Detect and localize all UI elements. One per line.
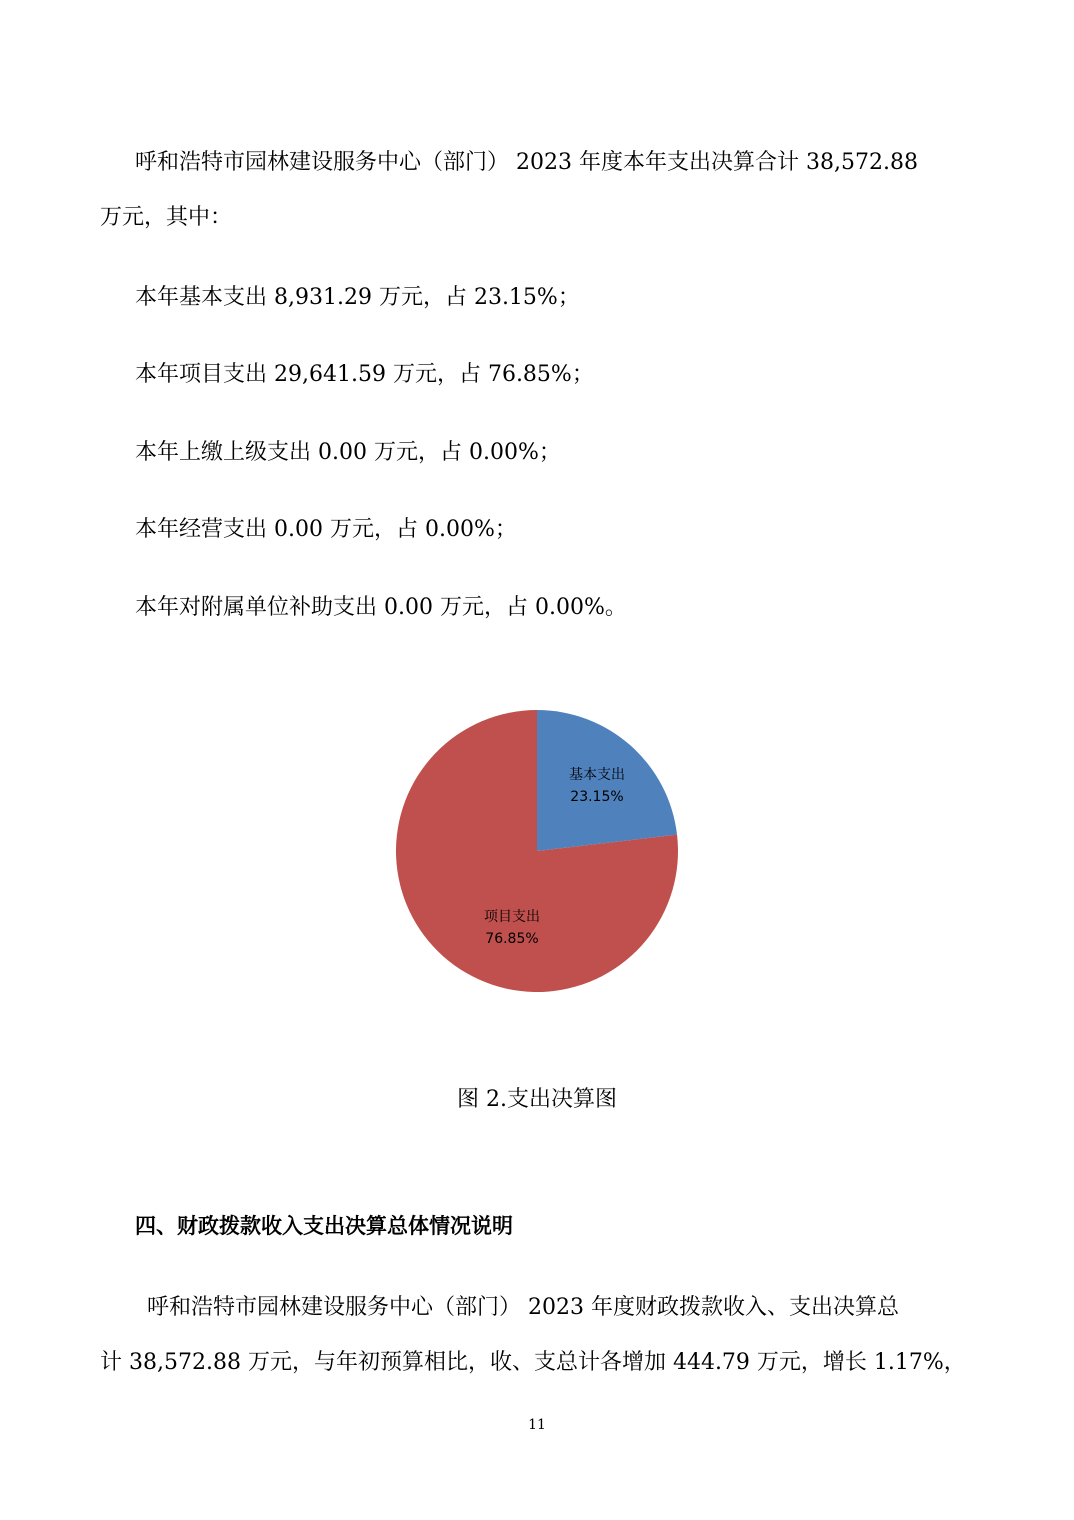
figure-caption: 图 2.支出决算图 [457,1087,617,1112]
pie-label-name: 项目支出 [484,909,540,925]
pie-label-name: 基本支出 [569,767,625,783]
paragraph-1-line-2: 万元，其中： [100,205,233,230]
page-number: 11 [528,1417,546,1433]
expense-item-basic: 本年基本支出 8,931.29 万元，占 23.15%； [135,285,580,310]
paragraph-2-line-2: 计 38,572.88 万元，与年初预算相比，收、支总计各增加 444.79 万元，增长 1.17%， [100,1350,966,1375]
expense-item-project: 本年项目支出 29,641.59 万元，占 76.85%； [135,362,594,387]
pie-label-percent: 76.85% [485,931,539,947]
expense-pie-chart [390,700,690,1000]
paragraph-2-line-1: 呼和浩特市园林建设服务中心（部门） 2023 年度财政拨款收入、支出决算总 [147,1295,899,1320]
expense-item-operating: 本年经营支出 0.00 万元，占 0.00%； [135,517,517,542]
section-heading: 四、财政拨款收入支出决算总体情况说明 [135,1214,513,1238]
pie-label-percent: 23.15% [570,789,624,805]
expense-item-subsidiary: 本年对附属单位补助支出 0.00 万元，占 0.00%。 [135,595,627,620]
expense-item-upper-level: 本年上缴上级支出 0.00 万元，占 0.00%； [135,440,561,465]
paragraph-1-line-1: 呼和浩特市园林建设服务中心（部门） 2023 年度本年支出决算合计 38,572.88 [135,150,918,175]
